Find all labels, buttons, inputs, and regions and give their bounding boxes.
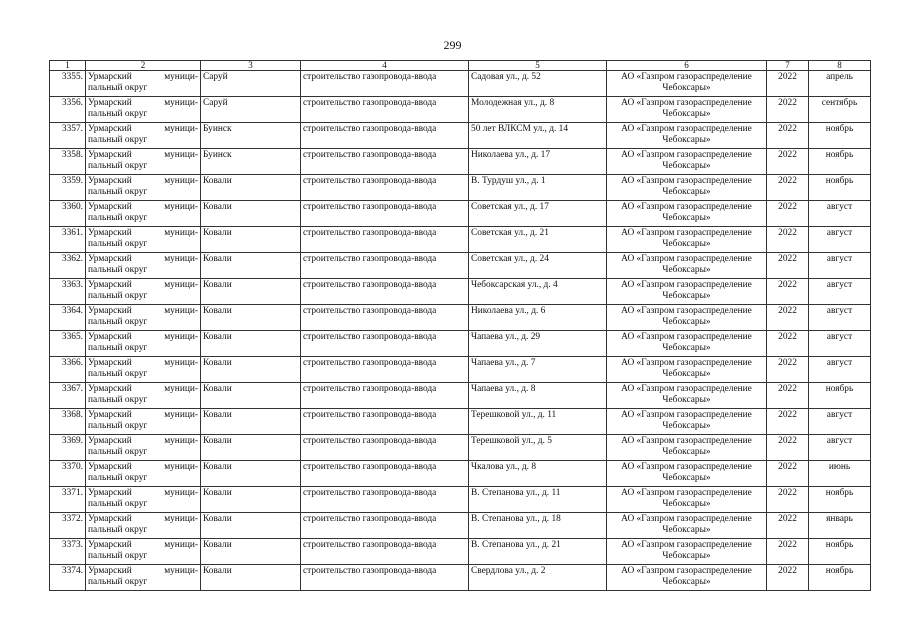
locality-cell: Ковали <box>201 279 301 305</box>
row-number: 3363. <box>50 279 86 305</box>
work-type-cell: строительство газопровода-ввода <box>301 383 469 409</box>
work-type-cell: строительство газопровода-ввода <box>301 149 469 175</box>
district-type-part1: муници- <box>164 514 198 524</box>
organization-line1: АО «Газпром газораспределение <box>621 436 752 446</box>
locality-cell: Саруй <box>201 97 301 123</box>
organization-line1: АО «Газпром газораспределение <box>621 514 752 524</box>
organization-line1: АО «Газпром газораспределение <box>621 410 752 420</box>
address-cell: Советская ул., д. 17 <box>469 201 607 227</box>
address-cell: В. Турдуш ул., д. 1 <box>469 175 607 201</box>
row-number: 3370. <box>50 461 86 487</box>
work-type-cell: строительство газопровода-ввода <box>301 487 469 513</box>
organization-cell <box>607 409 767 435</box>
organization-cell <box>607 435 767 461</box>
organization-line1: АО «Газпром газораспределение <box>621 306 752 316</box>
district-name: Урмарский <box>88 566 132 576</box>
locality-cell: Ковали <box>201 487 301 513</box>
row-number: 3359. <box>50 175 86 201</box>
month-cell: август <box>809 279 871 305</box>
row-number: 3360. <box>50 201 86 227</box>
month-cell: август <box>809 357 871 383</box>
month-cell: август <box>809 201 871 227</box>
year-cell: 2022 <box>767 279 809 305</box>
organization-cell <box>607 539 767 565</box>
table-row <box>50 227 871 253</box>
row-number: 3365. <box>50 331 86 357</box>
organization-line2: Чебоксары» <box>662 447 711 457</box>
district-cell <box>86 71 201 97</box>
column-header-8: 8 <box>809 61 871 71</box>
organization-line1: АО «Газпром газораспределение <box>621 124 752 134</box>
organization-line2: Чебоксары» <box>662 499 711 509</box>
row-number: 3366. <box>50 357 86 383</box>
district-name: Урмарский <box>88 202 132 212</box>
district-name: Урмарский <box>88 228 132 238</box>
organization-cell <box>607 227 767 253</box>
year-cell: 2022 <box>767 71 809 97</box>
district-type-part2: пальный округ <box>88 551 148 561</box>
organization-line2: Чебоксары» <box>662 525 711 535</box>
month-cell: август <box>809 435 871 461</box>
header-row <box>50 61 871 71</box>
address-cell: Молодежная ул., д. 8 <box>469 97 607 123</box>
organization-line1: АО «Газпром газораспределение <box>621 280 752 290</box>
organization-line1: АО «Газпром газораспределение <box>621 228 752 238</box>
organization-line1: АО «Газпром газораспределение <box>621 566 752 576</box>
district-type-part1: муници- <box>164 124 198 134</box>
district-cell <box>86 331 201 357</box>
organization-line2: Чебоксары» <box>662 83 711 93</box>
district-type-part1: муници- <box>164 228 198 238</box>
month-cell: сентябрь <box>809 97 871 123</box>
locality-cell: Ковали <box>201 331 301 357</box>
organization-line2: Чебоксары» <box>662 213 711 223</box>
district-cell <box>86 357 201 383</box>
column-header-6: 6 <box>607 61 767 71</box>
organization-cell <box>607 175 767 201</box>
organization-cell <box>607 357 767 383</box>
month-cell: январь <box>809 513 871 539</box>
month-cell: ноябрь <box>809 539 871 565</box>
district-name: Урмарский <box>88 280 132 290</box>
district-type-part2: пальный округ <box>88 187 148 197</box>
locality-cell: Ковали <box>201 357 301 383</box>
organization-line2: Чебоксары» <box>662 239 711 249</box>
district-name: Урмарский <box>88 488 132 498</box>
locality-cell: Ковали <box>201 565 301 591</box>
district-name: Урмарский <box>88 124 132 134</box>
row-number: 3362. <box>50 253 86 279</box>
district-name: Урмарский <box>88 176 132 186</box>
district-cell <box>86 435 201 461</box>
locality-cell: Буинск <box>201 149 301 175</box>
row-number: 3373. <box>50 539 86 565</box>
table-row <box>50 97 871 123</box>
table-row <box>50 123 871 149</box>
district-name: Урмарский <box>88 540 132 550</box>
address-cell: Терешковой ул., д. 5 <box>469 435 607 461</box>
district-cell <box>86 97 201 123</box>
row-number: 3357. <box>50 123 86 149</box>
organization-cell <box>607 201 767 227</box>
district-cell <box>86 279 201 305</box>
month-cell: август <box>809 331 871 357</box>
work-type-cell: строительство газопровода-ввода <box>301 227 469 253</box>
year-cell: 2022 <box>767 461 809 487</box>
year-cell: 2022 <box>767 201 809 227</box>
organization-cell <box>607 279 767 305</box>
organization-line2: Чебоксары» <box>662 551 711 561</box>
year-cell: 2022 <box>767 227 809 253</box>
organization-line2: Чебоксары» <box>662 265 711 275</box>
year-cell: 2022 <box>767 123 809 149</box>
locality-cell: Ковали <box>201 461 301 487</box>
organization-line2: Чебоксары» <box>662 291 711 301</box>
year-cell: 2022 <box>767 409 809 435</box>
district-type-part1: муници- <box>164 176 198 186</box>
month-cell: ноябрь <box>809 487 871 513</box>
table-row <box>50 175 871 201</box>
organization-line2: Чебоксары» <box>662 395 711 405</box>
district-name: Урмарский <box>88 254 132 264</box>
organization-line1: АО «Газпром газораспределение <box>621 72 752 82</box>
table-row <box>50 253 871 279</box>
month-cell: август <box>809 227 871 253</box>
organization-line2: Чебоксары» <box>662 187 711 197</box>
work-type-cell: строительство газопровода-ввода <box>301 357 469 383</box>
district-name: Урмарский <box>88 306 132 316</box>
district-name: Урмарский <box>88 72 132 82</box>
year-cell: 2022 <box>767 487 809 513</box>
district-type-part2: пальный округ <box>88 499 148 509</box>
table-header <box>50 61 871 71</box>
table-row <box>50 149 871 175</box>
organization-cell <box>607 253 767 279</box>
organization-line2: Чебоксары» <box>662 161 711 171</box>
district-cell <box>86 175 201 201</box>
district-type-part2: пальный округ <box>88 421 148 431</box>
year-cell: 2022 <box>767 175 809 201</box>
district-type-part2: пальный округ <box>88 83 148 93</box>
district-type-part1: муници- <box>164 384 198 394</box>
year-cell: 2022 <box>767 331 809 357</box>
work-type-cell: строительство газопровода-ввода <box>301 71 469 97</box>
address-cell: Садовая ул., д. 52 <box>469 71 607 97</box>
district-type-part1: муници- <box>164 306 198 316</box>
data-table <box>49 60 871 591</box>
organization-line1: АО «Газпром газораспределение <box>621 98 752 108</box>
organization-cell <box>607 461 767 487</box>
district-cell <box>86 253 201 279</box>
address-cell: В. Степанова ул., д. 21 <box>469 539 607 565</box>
table-row <box>50 461 871 487</box>
year-cell: 2022 <box>767 97 809 123</box>
district-cell <box>86 513 201 539</box>
district-cell <box>86 227 201 253</box>
column-header-2: 2 <box>86 61 201 71</box>
locality-cell: Саруй <box>201 71 301 97</box>
row-number: 3361. <box>50 227 86 253</box>
locality-cell: Ковали <box>201 201 301 227</box>
organization-cell <box>607 123 767 149</box>
district-type-part2: пальный округ <box>88 577 148 587</box>
organization-line2: Чебоксары» <box>662 473 711 483</box>
district-cell <box>86 383 201 409</box>
organization-line1: АО «Газпром газораспределение <box>621 540 752 550</box>
address-cell: Николаева ул., д. 17 <box>469 149 607 175</box>
table-row <box>50 409 871 435</box>
address-cell: Советская ул., д. 21 <box>469 227 607 253</box>
work-type-cell: строительство газопровода-ввода <box>301 461 469 487</box>
district-type-part1: муници- <box>164 254 198 264</box>
year-cell: 2022 <box>767 435 809 461</box>
organization-cell <box>607 513 767 539</box>
district-name: Урмарский <box>88 332 132 342</box>
district-type-part2: пальный округ <box>88 447 148 457</box>
row-number: 3358. <box>50 149 86 175</box>
column-header-7: 7 <box>767 61 809 71</box>
table-row <box>50 435 871 461</box>
locality-cell: Ковали <box>201 253 301 279</box>
work-type-cell: строительство газопровода-ввода <box>301 409 469 435</box>
column-header-1: 1 <box>50 61 86 71</box>
district-type-part1: муници- <box>164 410 198 420</box>
year-cell: 2022 <box>767 513 809 539</box>
month-cell: август <box>809 409 871 435</box>
column-header-5: 5 <box>469 61 607 71</box>
work-type-cell: строительство газопровода-ввода <box>301 201 469 227</box>
district-name: Урмарский <box>88 98 132 108</box>
table-row <box>50 513 871 539</box>
district-type-part1: муници- <box>164 540 198 550</box>
table-row <box>50 357 871 383</box>
organization-line1: АО «Газпром газораспределение <box>621 462 752 472</box>
district-name: Урмарский <box>88 410 132 420</box>
table-row <box>50 487 871 513</box>
district-type-part2: пальный округ <box>88 525 148 535</box>
district-type-part2: пальный округ <box>88 109 148 119</box>
table-row <box>50 539 871 565</box>
organization-line2: Чебоксары» <box>662 317 711 327</box>
district-type-part1: муници- <box>164 280 198 290</box>
work-type-cell: строительство газопровода-ввода <box>301 253 469 279</box>
year-cell: 2022 <box>767 149 809 175</box>
locality-cell: Ковали <box>201 175 301 201</box>
work-type-cell: строительство газопровода-ввода <box>301 513 469 539</box>
district-cell <box>86 201 201 227</box>
year-cell: 2022 <box>767 383 809 409</box>
district-type-part2: пальный округ <box>88 291 148 301</box>
address-cell: Свердлова ул., д. 2 <box>469 565 607 591</box>
table-row <box>50 305 871 331</box>
row-number: 3372. <box>50 513 86 539</box>
year-cell: 2022 <box>767 565 809 591</box>
district-type-part2: пальный округ <box>88 265 148 275</box>
district-name: Урмарский <box>88 514 132 524</box>
work-type-cell: строительство газопровода-ввода <box>301 565 469 591</box>
table-row <box>50 71 871 97</box>
district-cell <box>86 539 201 565</box>
year-cell: 2022 <box>767 305 809 331</box>
organization-cell <box>607 97 767 123</box>
month-cell: ноябрь <box>809 565 871 591</box>
organization-cell <box>607 305 767 331</box>
district-type-part1: муници- <box>164 98 198 108</box>
address-cell: Николаева ул., д. 6 <box>469 305 607 331</box>
year-cell: 2022 <box>767 357 809 383</box>
district-name: Урмарский <box>88 358 132 368</box>
row-number: 3355. <box>50 71 86 97</box>
district-type-part1: муници- <box>164 358 198 368</box>
row-number: 3369. <box>50 435 86 461</box>
locality-cell: Ковали <box>201 227 301 253</box>
address-cell: Чапаева ул., д. 7 <box>469 357 607 383</box>
district-type-part1: муници- <box>164 150 198 160</box>
month-cell: ноябрь <box>809 123 871 149</box>
district-type-part1: муници- <box>164 202 198 212</box>
locality-cell: Ковали <box>201 539 301 565</box>
locality-cell: Ковали <box>201 435 301 461</box>
address-cell: Советская ул., д. 24 <box>469 253 607 279</box>
district-cell <box>86 305 201 331</box>
work-type-cell: строительство газопровода-ввода <box>301 331 469 357</box>
organization-line1: АО «Газпром газораспределение <box>621 358 752 368</box>
district-type-part1: муници- <box>164 488 198 498</box>
work-type-cell: строительство газопровода-ввода <box>301 539 469 565</box>
district-type-part2: пальный округ <box>88 317 148 327</box>
address-cell: Чапаева ул., д. 8 <box>469 383 607 409</box>
table-row <box>50 565 871 591</box>
district-cell <box>86 487 201 513</box>
row-number: 3367. <box>50 383 86 409</box>
organization-line1: АО «Газпром газораспределение <box>621 488 752 498</box>
month-cell: апрель <box>809 71 871 97</box>
district-type-part2: пальный округ <box>88 369 148 379</box>
district-type-part1: муници- <box>164 72 198 82</box>
locality-cell: Ковали <box>201 409 301 435</box>
organization-line1: АО «Газпром газораспределение <box>621 150 752 160</box>
organization-line2: Чебоксары» <box>662 421 711 431</box>
organization-line2: Чебоксары» <box>662 343 711 353</box>
work-type-cell: строительство газопровода-ввода <box>301 305 469 331</box>
district-type-part2: пальный округ <box>88 239 148 249</box>
organization-line2: Чебоксары» <box>662 135 711 145</box>
row-number: 3364. <box>50 305 86 331</box>
work-type-cell: строительство газопровода-ввода <box>301 175 469 201</box>
work-type-cell: строительство газопровода-ввода <box>301 279 469 305</box>
district-type-part2: пальный округ <box>88 135 148 145</box>
district-type-part1: муници- <box>164 462 198 472</box>
column-header-3: 3 <box>201 61 301 71</box>
district-name: Урмарский <box>88 462 132 472</box>
year-cell: 2022 <box>767 539 809 565</box>
address-cell: Чкалова ул., д. 8 <box>469 461 607 487</box>
organization-line2: Чебоксары» <box>662 109 711 119</box>
organization-cell <box>607 71 767 97</box>
month-cell: август <box>809 305 871 331</box>
organization-line1: АО «Газпром газораспределение <box>621 332 752 342</box>
district-name: Урмарский <box>88 436 132 446</box>
organization-line2: Чебоксары» <box>662 369 711 379</box>
district-name: Урмарский <box>88 150 132 160</box>
work-type-cell: строительство газопровода-ввода <box>301 123 469 149</box>
table-row <box>50 279 871 305</box>
row-number: 3374. <box>50 565 86 591</box>
organization-line1: АО «Газпром газораспределение <box>621 176 752 186</box>
column-header-4: 4 <box>301 61 469 71</box>
district-cell <box>86 565 201 591</box>
address-cell: В. Степанова ул., д. 11 <box>469 487 607 513</box>
district-name: Урмарский <box>88 384 132 394</box>
address-cell: 50 лет ВЛКСМ ул., д. 14 <box>469 123 607 149</box>
organization-line1: АО «Газпром газораспределение <box>621 254 752 264</box>
organization-cell <box>607 383 767 409</box>
organization-cell <box>607 565 767 591</box>
month-cell: июнь <box>809 461 871 487</box>
district-type-part2: пальный округ <box>88 473 148 483</box>
work-type-cell: строительство газопровода-ввода <box>301 435 469 461</box>
district-type-part2: пальный округ <box>88 213 148 223</box>
row-number: 3368. <box>50 409 86 435</box>
district-type-part1: муници- <box>164 566 198 576</box>
row-number: 3356. <box>50 97 86 123</box>
organization-line1: АО «Газпром газораспределение <box>621 202 752 212</box>
address-cell: Терешковой ул., д. 11 <box>469 409 607 435</box>
district-type-part2: пальный округ <box>88 343 148 353</box>
district-type-part2: пальный округ <box>88 395 148 405</box>
organization-line2: Чебоксары» <box>662 577 711 587</box>
work-type-cell: строительство газопровода-ввода <box>301 97 469 123</box>
table-row <box>50 331 871 357</box>
address-cell: Чебоксарская ул., д. 4 <box>469 279 607 305</box>
year-cell: 2022 <box>767 253 809 279</box>
table-row <box>50 383 871 409</box>
table-body <box>50 71 871 591</box>
address-cell: В. Степанова ул., д. 18 <box>469 513 607 539</box>
district-type-part2: пальный округ <box>88 161 148 171</box>
district-type-part1: муници- <box>164 436 198 446</box>
address-cell: Чапаева ул., д. 29 <box>469 331 607 357</box>
page-number: 299 <box>443 38 462 52</box>
organization-cell <box>607 149 767 175</box>
table-row <box>50 201 871 227</box>
locality-cell: Ковали <box>201 383 301 409</box>
locality-cell: Ковали <box>201 305 301 331</box>
row-number: 3371. <box>50 487 86 513</box>
month-cell: ноябрь <box>809 383 871 409</box>
locality-cell: Буинск <box>201 123 301 149</box>
district-cell <box>86 123 201 149</box>
locality-cell: Ковали <box>201 513 301 539</box>
district-type-part1: муници- <box>164 332 198 342</box>
district-cell <box>86 461 201 487</box>
organization-cell <box>607 331 767 357</box>
month-cell: ноябрь <box>809 149 871 175</box>
district-cell <box>86 409 201 435</box>
organization-cell <box>607 487 767 513</box>
month-cell: ноябрь <box>809 175 871 201</box>
month-cell: август <box>809 253 871 279</box>
organization-line1: АО «Газпром газораспределение <box>621 384 752 394</box>
district-cell <box>86 149 201 175</box>
